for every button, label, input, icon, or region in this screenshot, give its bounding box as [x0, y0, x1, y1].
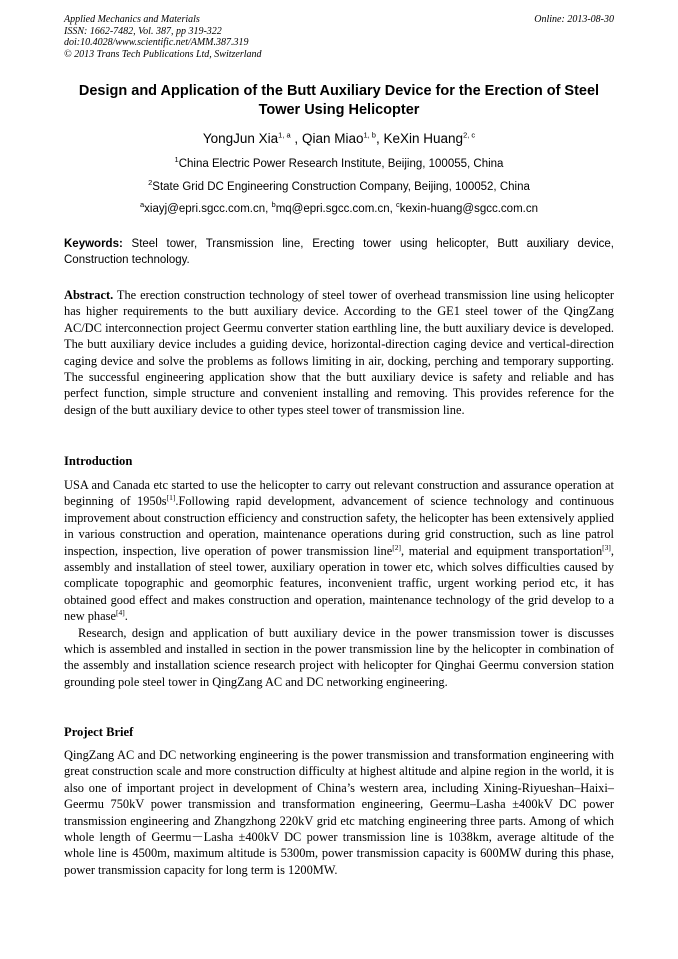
paper-title: Design and Application of the Butt Auxiliary Device for the Erection of Steel Tower Using Helicopter: [78, 83, 600, 118]
affiliation-text: State Grid DC Engineering Construction Company, Beijing, 100052, China: [152, 181, 530, 193]
affiliation-sup: 2: [148, 178, 153, 188]
journal-header: [64, 14, 262, 60]
email-address: xiayj@epri.sgcc.com.cn,: [144, 203, 272, 215]
author-separator: ,: [375, 131, 384, 146]
email-address: kexin-huang@sgcc.com.cn: [399, 203, 539, 215]
author-name: KeXin Huang: [383, 131, 464, 146]
author-emails: [64, 202, 614, 216]
journal-copyright: © 2013 Trans Tech Publications Ltd, Switzerland: [64, 48, 262, 60]
affiliation-text: China Electric Power Research Institute, Beijing, 100055, China: [178, 158, 504, 170]
author-name: Qian Miao: [301, 131, 364, 146]
author-list: [64, 130, 614, 148]
abstract-label: Abstract.: [64, 288, 114, 302]
keywords: [64, 237, 614, 268]
citation-ref: [1]: [166, 493, 176, 503]
paragraph-text: .: [124, 609, 128, 624]
affiliation-sup: 1: [174, 155, 179, 165]
affiliation-2: [64, 180, 614, 194]
paragraph-text: , material and equipment transportation: [400, 543, 603, 558]
email-sup: a: [139, 200, 145, 210]
author-name: YongJun Xia: [202, 131, 279, 146]
author-sup: 2, c: [463, 130, 476, 140]
keywords-text: Steel tower, Transmission line, Erecting tower using helicopter, Butt auxiliary device, Construction technology.: [64, 238, 614, 266]
project-brief-body: [64, 747, 614, 878]
citation-ref: [3]: [602, 542, 611, 552]
journal-name: Applied Mechanics and Materials: [64, 14, 200, 25]
author-sup: 1, b: [363, 130, 376, 140]
email-sup: c: [396, 200, 400, 210]
email-sup: b: [271, 200, 276, 210]
online-date: Online: 2013-08-30: [534, 14, 614, 25]
citation-ref: [2]: [392, 542, 401, 552]
journal-issn: ISSN: 1662-7482, Vol. 387, pp 319-322: [64, 25, 222, 37]
email-address: mq@epri.sgcc.com.cn,: [275, 203, 397, 215]
paragraph-text: USA and Canada etc started to use the helicopter to carry out relevant construction and assurance operation at beginning of 1950s: [64, 478, 614, 509]
paragraph: [64, 477, 614, 625]
journal-doi: doi:10.4028/www.scientific.net/AMM.387.319: [64, 37, 249, 48]
keywords-label: Keywords:: [64, 238, 123, 250]
author-separator: ,: [290, 131, 302, 146]
paragraph-text: .Following rapid development, advancement of science technology and continuous improvement about construction efficiency and construction safety, the helicopter has been extensively applied in various construction and operation, maintenance operations during grid construction, such as line patrol inspection, inspection, live operation of power transmission line: [64, 494, 614, 558]
affiliation-1: [64, 157, 614, 171]
paragraph-text: , assembly and installation of steel tower, auxiliary operation in tower etc, which solves difficulties caused by complicate topographic and geomorphic features, inconvenient traffic, urgent working period etc, it has obtained good effect and makes construction and operation, maintenance technology of the grid develop to a new phase: [64, 543, 614, 624]
introduction-body: [64, 477, 614, 690]
section-heading-project-brief: Project Brief: [64, 725, 134, 739]
paragraph: QingZang AC and DC networking engineering is the power transmission and transformation engineering with great construction scale and more construction difficulty at highest altitude and alpine region in the world, it is also one of important project in development of China’s western area, including Xining-Riyueshan–Haixi–Geermu 750kV power transmission and transformation engineering, Geermu–Lasha ±400kV DC power transmission engineering and Zhangzhong 220kV grid etc matching engineering three parts. Among of which whole length of Geermu－Lasha ±400kV DC power transmission line is 1038km, average altitude of the whole line is 4500m, maximum altitude is 5300m, power transmission capacity is 600MW during this phase, power transmission capacity for long term is 1200MW.: [64, 748, 614, 877]
abstract: [64, 287, 614, 418]
paragraph: Research, design and application of butt auxiliary device in the power transmission tower is discusses which is assembled and installed in section in the power transmission line by the helicopter in combination of the assembly and installation science research project with helicopter for Qinghai Geermu conversion station grounding pole steel tower in QingZang AC and DC networking engineering.: [64, 625, 614, 689]
author-sup: 1, a: [278, 130, 291, 140]
citation-ref: [4]: [115, 608, 125, 618]
section-heading-introduction: Introduction: [64, 454, 133, 468]
abstract-text: The erection construction technology of steel tower of overhead transmission line using helicopter has higher requirements to the butt auxiliary device. According to the GE1 steel tower of the QingZang AC/DC interconnection project Geermu converter station earthling line, the butt auxiliary device is developed. The butt auxiliary device includes a guiding device, horizontal-direction caging device and vertical-direction caging device and solve the problems as follows limiting in air, docking, perching and temporary supporting. The successful engineering application show that the butt auxiliary device is safety and reliable and has perfect function, simple structure and convenient installing and removing. This provides reference for the design of the butt auxiliary device to other types steel tower of transmission line.: [64, 288, 614, 417]
